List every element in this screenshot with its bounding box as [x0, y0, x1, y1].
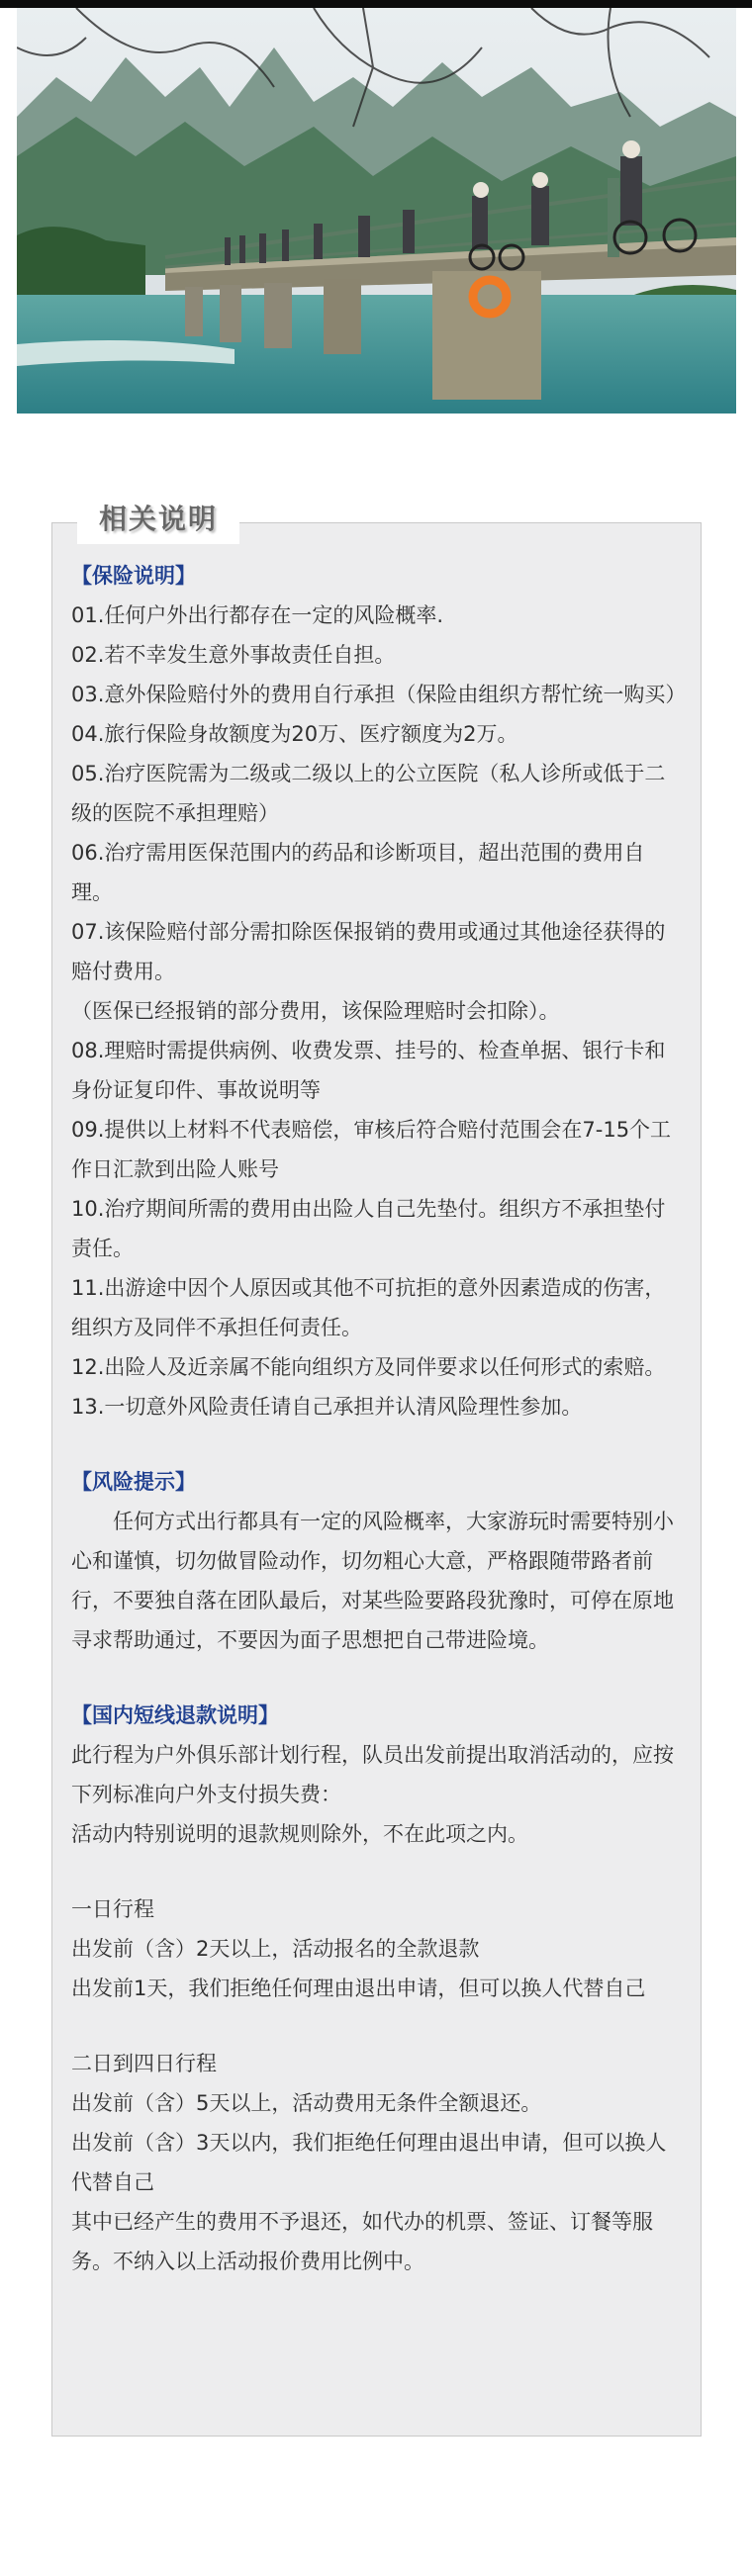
insurance-item: 06.治疗需用医保范围内的药品和诊断项目，超出范围的费用自理。: [71, 841, 645, 904]
risk-heading: 【风险提示】: [71, 1470, 196, 1494]
insurance-heading: 【保险说明】: [71, 564, 196, 588]
insurance-item: 12.出险人及近亲属不能向组织方及同伴要求以任何形式的索赔。: [71, 1355, 666, 1379]
top-bar: [0, 0, 752, 8]
insurance-item: 07.该保险赔付部分需扣除医保报销的费用或通过其他途径获得的赔付费用。: [71, 920, 666, 983]
insurance-item: 09.提供以上材料不代表赔偿，审核后符合赔付范围会在7-15个工作日汇款到出险人账号: [71, 1118, 672, 1181]
spacer: [71, 2008, 683, 2044]
spacer: [71, 1854, 683, 1889]
one-day-title: 一日行程: [71, 1897, 154, 1921]
panel-title: 相关说明: [77, 495, 239, 544]
one-day-line: 出发前（含）2天以上，活动报名的全款退款: [71, 1937, 480, 1961]
insurance-item: 08.理赔时需提供病例、收费发票、挂号的、检查单据、银行卡和身份证复印件、事故说明等: [71, 1039, 666, 1102]
multi-day-line: 出发前（含）3天以内，我们拒绝任何理由退出申请，但可以换人代替自己: [71, 2131, 667, 2194]
refund-heading: 【国内短线退款说明】: [71, 1703, 279, 1727]
spacer: [71, 1426, 683, 1462]
multi-day-title: 二日到四日行程: [71, 2052, 217, 2075]
spacer: [71, 1660, 683, 1696]
insurance-item: 03.意外保险赔付外的费用自行承担（保险由组织方帮忙统一购买）: [71, 683, 687, 706]
insurance-item: 01.任何户外出行都存在一定的风险概率.: [71, 603, 444, 627]
insurance-item: 05.治疗医院需为二级或二级以上的公立医院（私人诊所或低于二级的医院不承担理赔）: [71, 762, 666, 825]
multi-day-line: 其中已经产生的费用不予退还，如代办的机票、签证、订餐等服务。不纳入以上活动报价费用比例中。: [71, 2210, 653, 2273]
risk-text: 任何方式出行都具有一定的风险概率，大家游玩时需要特别小心和谨慎，切勿做冒险动作，切勿粗心大意，严格跟随带路者前行，不要独自落在团队最后，对某些险要路段犹豫时，可停在原地寻求帮助通过，不要因为面子思想把自己带进险境。: [71, 1510, 674, 1652]
insurance-item: （医保已经报销的部分费用，该保险理赔时会扣除）。: [71, 999, 560, 1023]
insurance-item: 13.一切意外风险责任请自己承担并认清风险理性参加。: [71, 1395, 583, 1419]
insurance-item: 10.治疗期间所需的费用由出险人自己先垫付。组织方不承担垫付责任。: [71, 1197, 666, 1260]
insurance-item: 04.旅行保险身故额度为20万、医疗额度为2万。: [71, 722, 518, 746]
insurance-item: 02.若不幸发生意外事故责任自担。: [71, 643, 396, 667]
notes-content: [71, 556, 687, 2281]
one-day-line: 出发前1天，我们拒绝任何理由退出申请，但可以换人代替自己: [71, 1977, 646, 2000]
refund-intro: 此行程为户外俱乐部计划行程，队员出发前提出取消活动的，应按下列标准向户外支付损失费：: [71, 1743, 674, 1806]
refund-intro: 活动内特别说明的退款规则除外，不在此项之内。: [71, 1822, 528, 1846]
multi-day-line: 出发前（含）5天以上，活动费用无条件全额退还。: [71, 2091, 542, 2115]
header-photo: [17, 8, 736, 414]
insurance-item: 11.出游途中因个人原因或其他不可抗拒的意外因素造成的伤害，组织方及同伴不承担任何责任。: [71, 1276, 666, 1339]
